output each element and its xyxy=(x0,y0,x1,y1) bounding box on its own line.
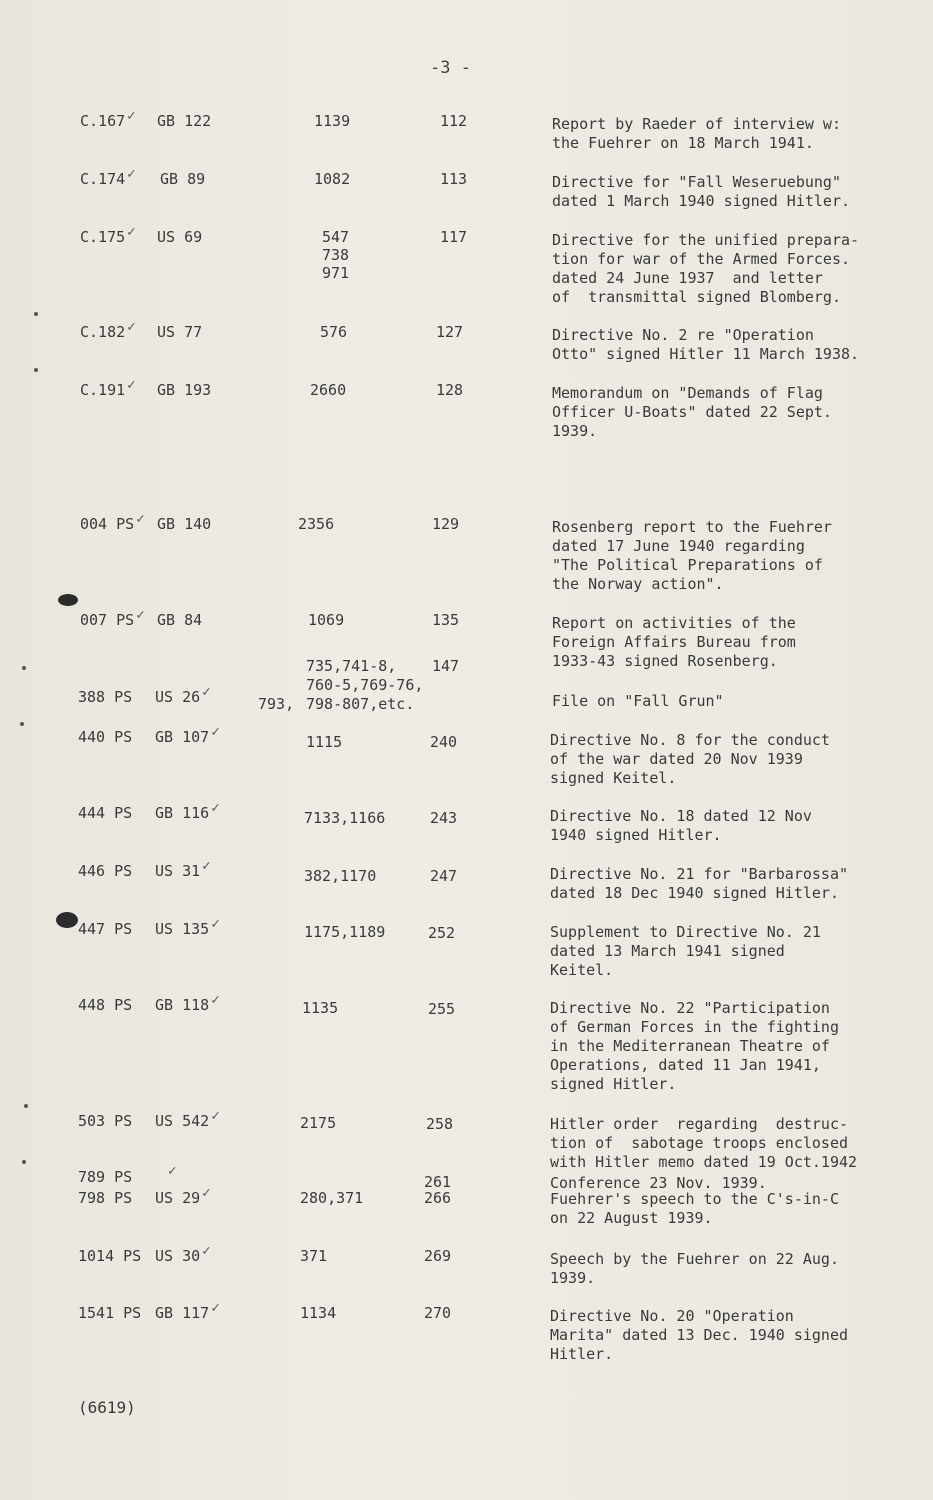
ink-blot-icon xyxy=(56,912,78,928)
checkmark-icon: ✓ xyxy=(136,607,145,623)
description: Report by Raeder of interview w: the Fuehrer on 18 March 1941. xyxy=(552,115,841,152)
footer-code: (6619) xyxy=(78,1398,136,1417)
page-number-cell: 243 xyxy=(430,809,458,827)
document-number: 789 PS xyxy=(78,1168,133,1186)
page-references: 1175,1189 xyxy=(304,923,386,941)
page-number-cell: 266 xyxy=(424,1189,452,1207)
exhibit-number: GB 140 xyxy=(157,515,212,533)
description: Directive No. 8 for the conduct of the war dated 20 Nov 1939 signed Keitel. xyxy=(550,731,830,787)
description: Report on activities of the Foreign Affairs Bureau from 1933-43 signed Rosenberg. xyxy=(552,614,796,670)
exhibit-number: US 29 ✓ xyxy=(155,1185,211,1207)
checkmark-icon: ✓ xyxy=(211,800,220,816)
page-number-cell: 270 xyxy=(424,1304,452,1322)
document-number: 004 PS ✓ xyxy=(80,511,145,533)
checkmark-icon: ✓ xyxy=(211,916,220,932)
page-references: 280,371 xyxy=(300,1189,364,1207)
page-number-cell: 240 xyxy=(430,733,458,751)
page-number-cell: 252 xyxy=(428,924,456,942)
document-number: C.182 ✓ xyxy=(80,319,136,341)
page-references: 547 738 971 xyxy=(322,228,350,282)
document-number: 388 PS xyxy=(78,688,133,706)
page-number-cell: 258 xyxy=(426,1115,454,1133)
page-number: -3 - xyxy=(430,58,471,78)
margin-dot xyxy=(20,722,24,726)
description: Directive No. 2 re "Operation Otto" signed Hitler 11 March 1938. xyxy=(552,326,860,363)
checkmark-icon: ✓ xyxy=(211,724,220,740)
checkmark-icon: ✓ xyxy=(202,1185,211,1201)
exhibit-number: GB 107 ✓ xyxy=(155,724,220,746)
document-number: C.174 ✓ xyxy=(80,166,136,188)
margin-dot xyxy=(24,1104,28,1108)
description: Speech by the Fuehrer on 22 Aug. 1939. xyxy=(550,1250,839,1287)
page-references: 2660 xyxy=(310,381,347,399)
document-number: 448 PS xyxy=(78,996,133,1014)
checkmark-icon: ✓ xyxy=(127,319,136,335)
exhibit-number: US 542 ✓ xyxy=(155,1108,220,1130)
description: Rosenberg report to the Fuehrer dated 17 June 1940 regarding "The Political Preparations of the Norway action". xyxy=(552,518,832,593)
page-number-cell: 128 xyxy=(436,381,464,399)
description: Directive No. 22 "Participation of German Forces in the fighting in the Mediterranean Theatre of Operations, dated 11 Jan 1941, signed Hitler. xyxy=(550,999,839,1093)
document-number: 444 PS xyxy=(78,804,133,822)
description: Supplement to Directive No. 21 dated 13 March 1941 signed Keitel. xyxy=(550,923,821,979)
description: Directive for "Fall Weseruebung" dated 1 March 1940 signed Hitler. xyxy=(552,173,851,210)
checkmark-icon: ✓ xyxy=(211,992,220,1008)
exhibit-number: GB 193 xyxy=(157,381,212,399)
exhibit-number: GB 118 ✓ xyxy=(155,992,220,1014)
margin-dot xyxy=(34,312,38,316)
page-number-cell: 261 xyxy=(424,1173,452,1191)
page-number-cell: 129 xyxy=(432,515,460,533)
checkmark-icon: ✓ xyxy=(127,108,136,124)
document-number: 440 PS xyxy=(78,728,133,746)
margin-dot xyxy=(22,1160,26,1164)
checkmark-icon: ✓ xyxy=(168,1163,177,1179)
page-number-cell: 247 xyxy=(430,867,458,885)
checkmark-icon: ✓ xyxy=(127,166,136,182)
exhibit-number: GB 89 xyxy=(160,170,206,188)
description: Directive No. 18 dated 12 Nov 1940 signed Hitler. xyxy=(550,807,812,844)
exhibit-number: GB 117 ✓ xyxy=(155,1300,220,1322)
exhibit-number: GB 122 xyxy=(157,112,212,130)
page-number-cell: 147 xyxy=(432,657,460,675)
document-number: 1014 PS xyxy=(78,1247,142,1265)
checkmark-icon: ✓ xyxy=(127,224,136,240)
page-references: 2356 xyxy=(298,515,335,533)
checkmark-icon: ✓ xyxy=(127,377,136,393)
exhibit-number: GB 84 xyxy=(157,611,203,629)
description: Conference 23 Nov. 1939. xyxy=(550,1174,767,1192)
page-number-cell: 255 xyxy=(428,1000,456,1018)
page-references: 1134 xyxy=(300,1304,337,1322)
page-references: 7133,1166 xyxy=(304,809,386,827)
exhibit-number: US 69 xyxy=(157,228,203,246)
description: File on "Fall Grun" xyxy=(552,692,724,710)
page-references: 735,741-8, 760-5,769-76, 798-807,etc. xyxy=(306,657,424,713)
page-references: 382,1170 xyxy=(304,867,377,885)
page-references: 1135 xyxy=(302,999,339,1017)
margin-dot xyxy=(22,666,26,670)
page-number-cell: 117 xyxy=(440,228,468,246)
checkmark-icon: ✓ xyxy=(202,1243,211,1259)
description: Fuehrer's speech to the C's-in-C on 22 August 1939. xyxy=(550,1190,839,1227)
document-number: 007 PS ✓ xyxy=(80,607,145,629)
description: Directive No. 20 "Operation Marita" dated 13 Dec. 1940 signed Hitler. xyxy=(550,1307,849,1363)
exhibit-number: US 31 ✓ xyxy=(155,858,211,880)
page-number-cell: 135 xyxy=(432,611,460,629)
page-references: 2175 xyxy=(300,1114,337,1132)
checkmark-icon: ✓ xyxy=(202,858,211,874)
page-references: 1139 xyxy=(314,112,351,130)
margin-dot xyxy=(34,368,38,372)
page-references-prefix: 793, xyxy=(258,695,295,713)
page-references: 576 xyxy=(320,323,348,341)
page-number-cell: 269 xyxy=(424,1247,452,1265)
ink-blot-icon xyxy=(58,594,78,606)
exhibit-number: US 26 ✓ xyxy=(155,684,211,706)
document-number: C.175 ✓ xyxy=(80,224,136,246)
page-number-cell: 127 xyxy=(436,323,464,341)
page-references: 1115 xyxy=(306,733,343,751)
checkmark-icon: ✓ xyxy=(211,1300,220,1316)
page-number-cell: 112 xyxy=(440,112,468,130)
document-number: 503 PS xyxy=(78,1112,133,1130)
document-number: 446 PS xyxy=(78,862,133,880)
page-references: 1082 xyxy=(314,170,351,188)
document-number: 447 PS xyxy=(78,920,133,938)
page-number-cell: 113 xyxy=(440,170,468,188)
exhibit-number: US 77 xyxy=(157,323,203,341)
exhibit-number: GB 116 ✓ xyxy=(155,800,220,822)
document-number: C.167 ✓ xyxy=(80,108,136,130)
document-number: 798 PS xyxy=(78,1189,133,1207)
description: Directive for the unified prepara- tion for war of the Armed Forces. dated 24 June 1937 and letter of transmittal signed Blomberg. xyxy=(552,231,860,306)
description: Directive No. 21 for "Barbarossa" dated 18 Dec 1940 signed Hitler. xyxy=(550,865,849,902)
page-references: 1069 xyxy=(308,611,345,629)
description: Memorandum on "Demands of Flag Officer U-Boats" dated 22 Sept. 1939. xyxy=(552,384,832,440)
checkmark-icon: ✓ xyxy=(136,511,145,527)
page-references: 371 xyxy=(300,1247,328,1265)
description: Hitler order regarding destruc- tion of sabotage troops enclosed with Hitler memo dated 19 Oct.1942 xyxy=(550,1115,858,1171)
exhibit-number: US 135 ✓ xyxy=(155,916,220,938)
document-number: C.191 ✓ xyxy=(80,377,136,399)
checkmark-icon: ✓ xyxy=(211,1108,220,1124)
checkmark-icon: ✓ xyxy=(202,684,211,700)
exhibit-number: US 30 ✓ xyxy=(155,1243,211,1265)
document-number: 1541 PS xyxy=(78,1304,142,1322)
